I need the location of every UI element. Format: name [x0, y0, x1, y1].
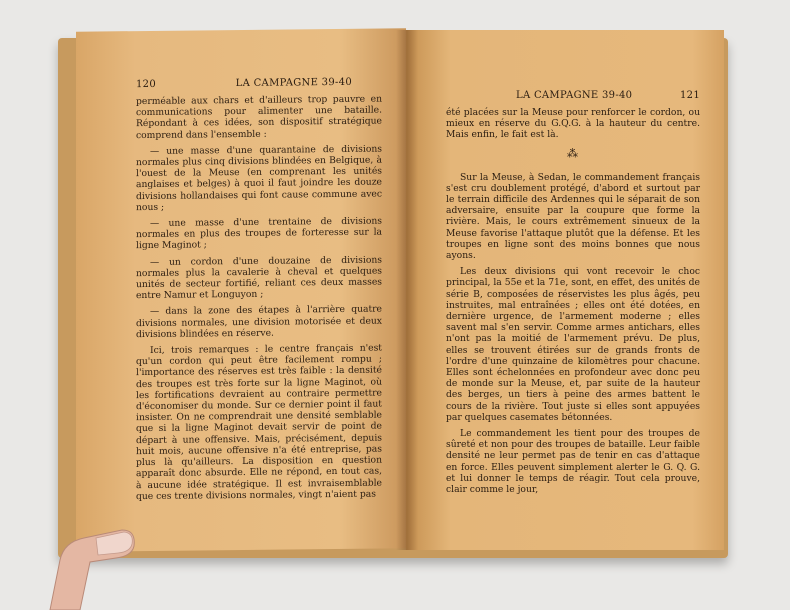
right-page [406, 30, 724, 550]
thumb-image [40, 520, 140, 610]
right-running-head [446, 90, 700, 101]
left-running-head [136, 77, 382, 91]
right-paragraph: Les deux divisions qui vont recevoir le choc principal, la 55e et la 71e, sont, en effet, des unités de série B, composées de réservistes les plus âgés, peu instruites, mal entraînées ; elles ont été dotées, en dernière urgence, de l'armement moderne ; elles savent mal s'en servir. Comme armes antichars, elles n'ont pas la moitié de l'armement prévu. De plus, elles se trouvent étirées sur de grands fronts de l'ordre d'une quinzaine de kilomètres pour chacune. Elles sont échelonnées en profondeur avec donc peu de monde sur la Meuse, et, par suite de la hauteur des berges, un tiers à peine des armes battent le cours de la rivière. Tout juste si elles sont appuyées par quelques casemates bétonnées. [446, 266, 700, 423]
left-page-number: 120 [136, 78, 156, 91]
left-paragraph: Ici, trois remarques : le centre français n'est qu'un cordon qui peut être facilement rompu ; l'importance des réserves est très faible : la densité des troupes est très forte sur la ligne Maginot, où les fortifications devraient au contraire permettre d'économiser du monde. Sur ce dernier point il faut insister. On ne comprendrait une densité semblable que si la ligne Maginot devait servir de point de départ à une offensive. Mais, précisément, depuis huit mois, aucune offensive n'a été entreprise, pas plus là qu'ailleurs. La disposition en question apparaît donc absurde. Elle ne répond, en tout cas, à aucune idée stratégique. Il est invraisemblable que ces trente divisions normales, vingt n'aient pas [136, 342, 382, 502]
right-paragraph: Sur la Meuse, à Sedan, le commandement français s'est cru doublement protégé, d'abord et surtout par le terrain difficile des Ardennes qui le séparait de son adversaire, ensuite par la coupure que forme la rivière. Mais, le cours extrêmement sinueux de la Meuse favorise l'attaque plutôt que la défense. Et les troupes en ligne sont des moins bonnes que nous ayons. [446, 171, 700, 262]
left-paragraph: — une masse d'une trentaine de divisions normales en plus des troupes de forteresse sur la ligne Maginot ; [136, 215, 382, 252]
right-page-number: 121 [680, 90, 700, 101]
left-paragraph: — un cordon d'une douzaine de divisions normales plus la cavalerie à cheval et quelques unités de secteur fortifié, reliant ces deux masses entre Namur et Longuyon ; [136, 254, 382, 302]
left-running-title: LA CAMPAGNE 39-40 [235, 76, 352, 90]
right-running-title: LA CAMPAGNE 39-40 [516, 90, 633, 101]
right-paragraph: Le commandement les tient pour des troupes de sûreté et non pour des troupes de bataille. Leur faible densité ne leur permet pas de tenir en cas d'attaque en force. Elles peuvent simplement alerter le G. Q. G. et lui donner le temps de réagir. Tout cela prouve, clair comme le jour, [446, 428, 700, 496]
left-paragraph: perméable aux chars et d'ailleurs trop pauvre en communications pour alimenter une bataille. Répondant à ces idées, son dispositif stratégique comprend dans l'ensemble : [136, 93, 382, 141]
left-page [76, 28, 406, 551]
open-book [58, 30, 728, 560]
book-gutter [396, 30, 418, 550]
section-ornament: ⁂ [567, 146, 579, 160]
left-paragraph: — dans la zone des étapes à l'arrière quatre divisions normales, une division motorisée et deux divisions blindées en réserve. [136, 303, 382, 340]
left-paragraph: — une masse d'une quarantaine de divisions normales plus cinq divisions blindées en Belgique, à l'ouest de la Meuse (en comprenant les unités anglaises et belges) à quoi il faut joindre les douze divisions hollandaises qui font cause commune avec nous ; [136, 143, 382, 213]
right-paragraph: été placées sur la Meuse pour renforcer le cordon, ou mieux en réserve du G.Q.G. à la hauteur du centre. Mais enfin, le fait est là. [446, 107, 700, 141]
